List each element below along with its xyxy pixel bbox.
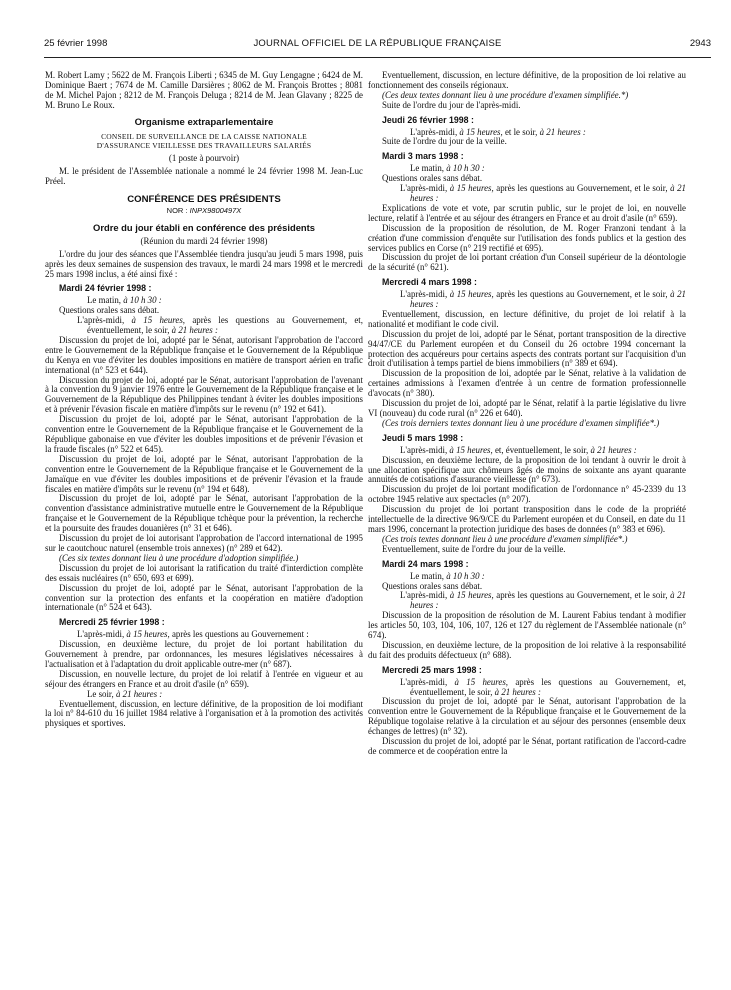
date-heading-mardi-24-mars: Mardi 24 mars 1998 :: [382, 558, 469, 569]
agenda-item: Discussion du projet de loi, adopté par le Sénat, autorisant l'approbation de la convention entre le Gouvernement de la République française et le Gouvernement de la République togolaise relative à la circulation et au séjour des personnes (ensemble deux échanges de lettres) (n° 32).: [368, 696, 686, 737]
list-continuation: M. Robert Lamy ; 5622 de M. François Liberti ; 6345 de M. Guy Lengagne ; 6424 de M. Dominique Baert ; 7674 de M. Camille Darsières ; 8062 de M. François Brottes ; 8081 de M. Michel Pajon ; 8212 de M. François Deluga ; 8214 de M. Jean Glavany ; 8225 de M. Bruno Le Roux.: [45, 70, 363, 110]
horaire-apres-midi: L'après-midi, à 15 heures, après les questions au Gouvernement :: [77, 629, 309, 640]
date-heading-mercredi-25-mars: Mercredi 25 mars 1998 :: [382, 664, 482, 675]
agenda-item: Discussion du projet de loi portant création d'un Conseil supérieur de la déontologie de la sécurité (n° 621).: [368, 252, 686, 273]
organisme-name-line2: D'ASSURANCE VIEILLESSE DES TRAVAILLEURS SALARIÉS: [96, 141, 312, 151]
horaire-matin: Le matin, à 10 h 30 :: [410, 163, 485, 174]
agenda-item: Discussion, en nouvelle lecture, du projet de loi relatif à l'entrée en vigueur et au séjour des étrangers en France et au droit d'asile (n° 659).: [45, 668, 363, 689]
agenda-item: Discussion, en deuxième lecture, de la proposition de loi tendant à ouvrir le droit à une allocation spécifique aux chômeurs âgés de moins de soixante ans ayant quarante annuités de cotisations d'assurance vieillesse (n° 673).: [368, 454, 686, 485]
procedure-note: (Ces six textes donnant lieu à une procédure d'adoption simplifiée.): [59, 552, 299, 563]
agenda-item: Discussion de la proposition de loi, adoptée par le Sénat, relative à la validation de certaines admissions à l'examen d'entrée à un centre de formation professionnelle d'avocats (n° 380).: [368, 368, 686, 399]
left-column: [45, 71, 363, 729]
agenda-item: Discussion du projet de loi, adopté par le Sénat, autorisant l'approbation de la convention d'assistance administrative mutuelle entre le Gouvernement de la République française et le Gouvernement de la République tchèque pour la prévention, la recherche et la poursuite des fraudes douanières (n° 31 et 646).: [45, 493, 363, 534]
horaire-soir: Le soir, à 21 heures :: [87, 688, 163, 699]
agenda-item: Discussion du projet de loi, adopté par le Sénat, portant ratification de l'accord-cadre de commerce et de coopération entre la: [368, 736, 686, 756]
horaire-apres-midi: L'après-midi, à 15 heures, après les questions au Gouvernement, et le soir, à 21 heures :: [400, 590, 686, 611]
nor-label: NOR :: [166, 205, 188, 215]
agenda-item: Eventuellement, discussion, en lecture définitive, du projet de loi relatif à la nationalité et modifiant le code civil.: [368, 308, 686, 329]
agenda-item: Eventuellement, discussion, en lecture définitive, de la proposition de loi modifiant la loi n° 84-610 du 16 juillet 1984 relative à l'organisation et à la promotion des activités physiques et sportives.: [45, 698, 363, 729]
horaire-apres-midi: L'après-midi, à 15 heures, après les questions au Gouvernement, et le soir, à 21 heures :: [400, 183, 686, 203]
header-page-number: 2943: [689, 38, 711, 49]
section-heading-ordre-du-jour: Ordre du jour établi en conférence des présidents: [93, 221, 315, 233]
date-heading-mercredi-4-mars: Mercredi 4 mars 1998 :: [382, 277, 477, 288]
agenda-item: Discussion, en deuxième lecture, du projet de loi portant habilitation du Gouvernement à prendre, par ordonnances, les mesures législatives nécessaires à l'actualisation et à l'adaptation du droit applicable outre-mer (n° 687).: [45, 639, 363, 669]
section-heading-conference: CONFÉRENCE DES PRÉSIDENTS: [127, 194, 281, 206]
agenda-item: Explications de vote et vote, par scrutin public, sur le projet de loi, en nouvelle lecture, relatif à l'entrée et au séjour des étrangers en France et au droit d'asile (n° 659).: [368, 202, 686, 223]
questions-orales: Questions orales sans débat.: [59, 305, 160, 316]
date-heading-jeudi-26-fevrier: Jeudi 26 février 1998 :: [382, 114, 474, 125]
right-column: [368, 71, 686, 757]
agenda-item: Discussion du projet de loi, adopté par le Sénat, autorisant l'approbation de l'avenant à la convention du 9 janvier 1976 entre le Gouvernement de la République française et le Gouvernement de la République des Philippines tendant à éviter les doubles impositions et à prévenir l'évasion fiscale en matière d'impôts sur le revenu (n° 192 et 641).: [45, 374, 363, 415]
questions-orales: Questions orales sans débat.: [382, 173, 483, 184]
date-heading-mardi-24-fevrier: Mardi 24 février 1998 :: [59, 283, 152, 294]
nor-code: INPX9800497X: [189, 205, 242, 215]
reunion-date: (Réunion du mardi 24 février 1998): [140, 235, 268, 246]
horaire-apres-midi: L'après-midi, à 15 heures, et le soir, à 21 heures :: [410, 126, 586, 137]
agenda-item: Discussion du projet de loi autorisant l'approbation de l'accord international de 1995 sur le caoutchouc naturel (ensemble trois annexes) (n° 289 et 642).: [45, 533, 363, 553]
organisme-nomination: M. le président de l'Assemblée nationale a nommé le 24 février 1998 M. Jean-Luc Préel.: [45, 166, 363, 187]
agenda-item: Discussion du projet de loi, adopté par le Sénat, autorisant l'approbation de l'accord entre le Gouvernement de la République française et le Gouvernement de la République du Kenya en vue d'éviter les doubles impositions en matière de transport aérien en trafic international (n° 523 et 644).: [45, 334, 363, 375]
procedure-note: (Ces trois derniers textes donnant lieu à une procédure d'examen simplifiée*.): [382, 417, 660, 428]
agenda-item: Eventuellement, suite de l'ordre du jour de la veille.: [382, 543, 566, 554]
date-heading-jeudi-5-mars: Jeudi 5 mars 1998 :: [382, 432, 464, 443]
agenda-item: Discussion du projet de loi, adopté par le Sénat, portant transposition de la directive 94/47/CE du Parlement européen et du Conseil du 26 octobre 1994 concernant la protection des acquéreurs pour certains aspects des contrats portant sur l'acquisition d'un droit d'utilisation à temps partiel de biens immobiliers (n° 389 et 694).: [368, 328, 686, 369]
date-heading-mercredi-25-fevrier: Mercredi 25 février 1998 :: [59, 617, 165, 628]
questions-orales: Questions orales sans débat.: [382, 580, 483, 591]
agenda-item: Suite de l'ordre du jour de l'après-midi.: [382, 99, 521, 110]
section-heading-organisme: Organisme extraparlementaire: [134, 116, 274, 128]
page-header: [44, 38, 711, 52]
header-date: 25 février 1998: [44, 38, 108, 49]
horaire-apres-midi: L'après-midi, à 15 heures, après les questions au Gouvernement, et, éventuellement, le soir, à 21 heures :: [77, 315, 363, 336]
ordre-intro: L'ordre du jour des séances que l'Assemblée tiendra jusqu'au jeudi 5 mars 1998, puis après les deux semaines de suspension des travaux, le mardi 24 mars 1998 et le mercredi 25 mars 1998 inclus, a été ainsi fixé :: [45, 248, 363, 279]
agenda-item: Discussion du projet de loi, adopté par le Sénat, relatif à la partie législative du livre VI (nouveau) du code rural (n° 226 et 640).: [368, 398, 686, 418]
horaire-apres-midi: L'après-midi, à 15 heures, après les questions au Gouvernement, et, éventuellement, le soir, à 21 heures :: [400, 676, 686, 697]
agenda-item: Discussion du projet de loi autorisant la ratification du traité d'interdiction complète des essais nucléaires (n° 650, 693 et 699).: [45, 562, 363, 583]
agenda-item: Discussion du projet de loi, adopté par le Sénat, autorisant l'approbation de la convention sur la protection des enfants et la coopération en matière d'adoption internationale (n° 524 et 643).: [45, 582, 363, 613]
organisme-poste: (1 poste à pourvoir): [168, 153, 240, 164]
header-journal-title: JOURNAL OFFICIEL DE LA RÉPUBLIQUE FRANÇAISE: [253, 38, 502, 49]
header-rule: [44, 57, 711, 58]
agenda-item: Discussion du projet de loi portant modification de l'ordonnance n° 45-2339 du 13 octobre 1945 relative aux spectacles (n° 207).: [368, 484, 686, 505]
nor-reference: [45, 206, 363, 216]
organisme-name-line1: CONSEIL DE SURVEILLANCE DE LA CAISSE NATIONALE: [101, 131, 307, 141]
agenda-item: Suite de l'ordre du jour de la veille.: [382, 136, 507, 147]
agenda-item: Eventuellement, discussion, en lecture définitive, de la proposition de loi relative au fonctionnement des conseils régionaux.: [368, 70, 686, 90]
agenda-item: Discussion, en deuxième lecture, de la proposition de loi relative à la responsabilité du fait des produits défectueux (n° 688).: [368, 639, 686, 660]
horaire-apres-midi: L'après-midi, à 15 heures, et, éventuellement, le soir, à 21 heures :: [400, 444, 637, 455]
agenda-item: Discussion du projet de loi, adopté par le Sénat, autorisant l'approbation de la convention entre le Gouvernement de la République française et le Gouvernement de la République gabonaise en vue d'éviter les doubles impositions et de prévenir l'évasion et la fraude fiscales (n° 522 et 645).: [45, 414, 363, 454]
agenda-item: Discussion de la proposition de résolution, de M. Roger Franzoni tendant à la création d'une commission d'enquête sur l'utilisation des fonds publics et la gestion des services publics en Corse (n° 219 rectifié et 695).: [368, 222, 686, 253]
agenda-item: Discussion du projet de loi portant transposition dans le code de la propriété intellectuelle de la directive 96/9/CE du Parlement européen et du Conseil, en date du 11 mars 1996, concernant la protection juridique des bases de données (n° 383 et 696).: [368, 504, 686, 534]
date-heading-mardi-3-mars: Mardi 3 mars 1998 :: [382, 151, 464, 162]
horaire-matin: Le matin, à 10 h 30 :: [410, 570, 485, 581]
horaire-matin: Le matin, à 10 h 30 :: [87, 295, 162, 306]
horaire-apres-midi: L'après-midi, à 15 heures, après les questions au Gouvernement, et le soir, à 21 heures :: [400, 289, 686, 310]
procedure-note: (Ces trois textes donnant lieu à une procédure d'examen simplifiée*.): [382, 533, 628, 544]
procedure-note: (Ces deux textes donnant lieu à une procédure d'examen simplifiée.*): [382, 89, 629, 100]
agenda-item: Discussion du projet de loi, adopté par le Sénat, autorisant l'approbation de la convention entre le Gouvernement de la République française et le Gouvernement de la Jamaïque en vue d'éviter les doubles impositions et de prévenir l'évasion et la fraude fiscales en matière d'impôts sur le revenu (n° 194 et 648).: [45, 453, 363, 494]
agenda-item: Discussion de la proposition de résolution de M. Laurent Fabius tendant à modifier les articles 50, 103, 104, 106, 107, 126 et 127 du règlement de l'Assemblée nationale (n° 674).: [368, 610, 686, 641]
